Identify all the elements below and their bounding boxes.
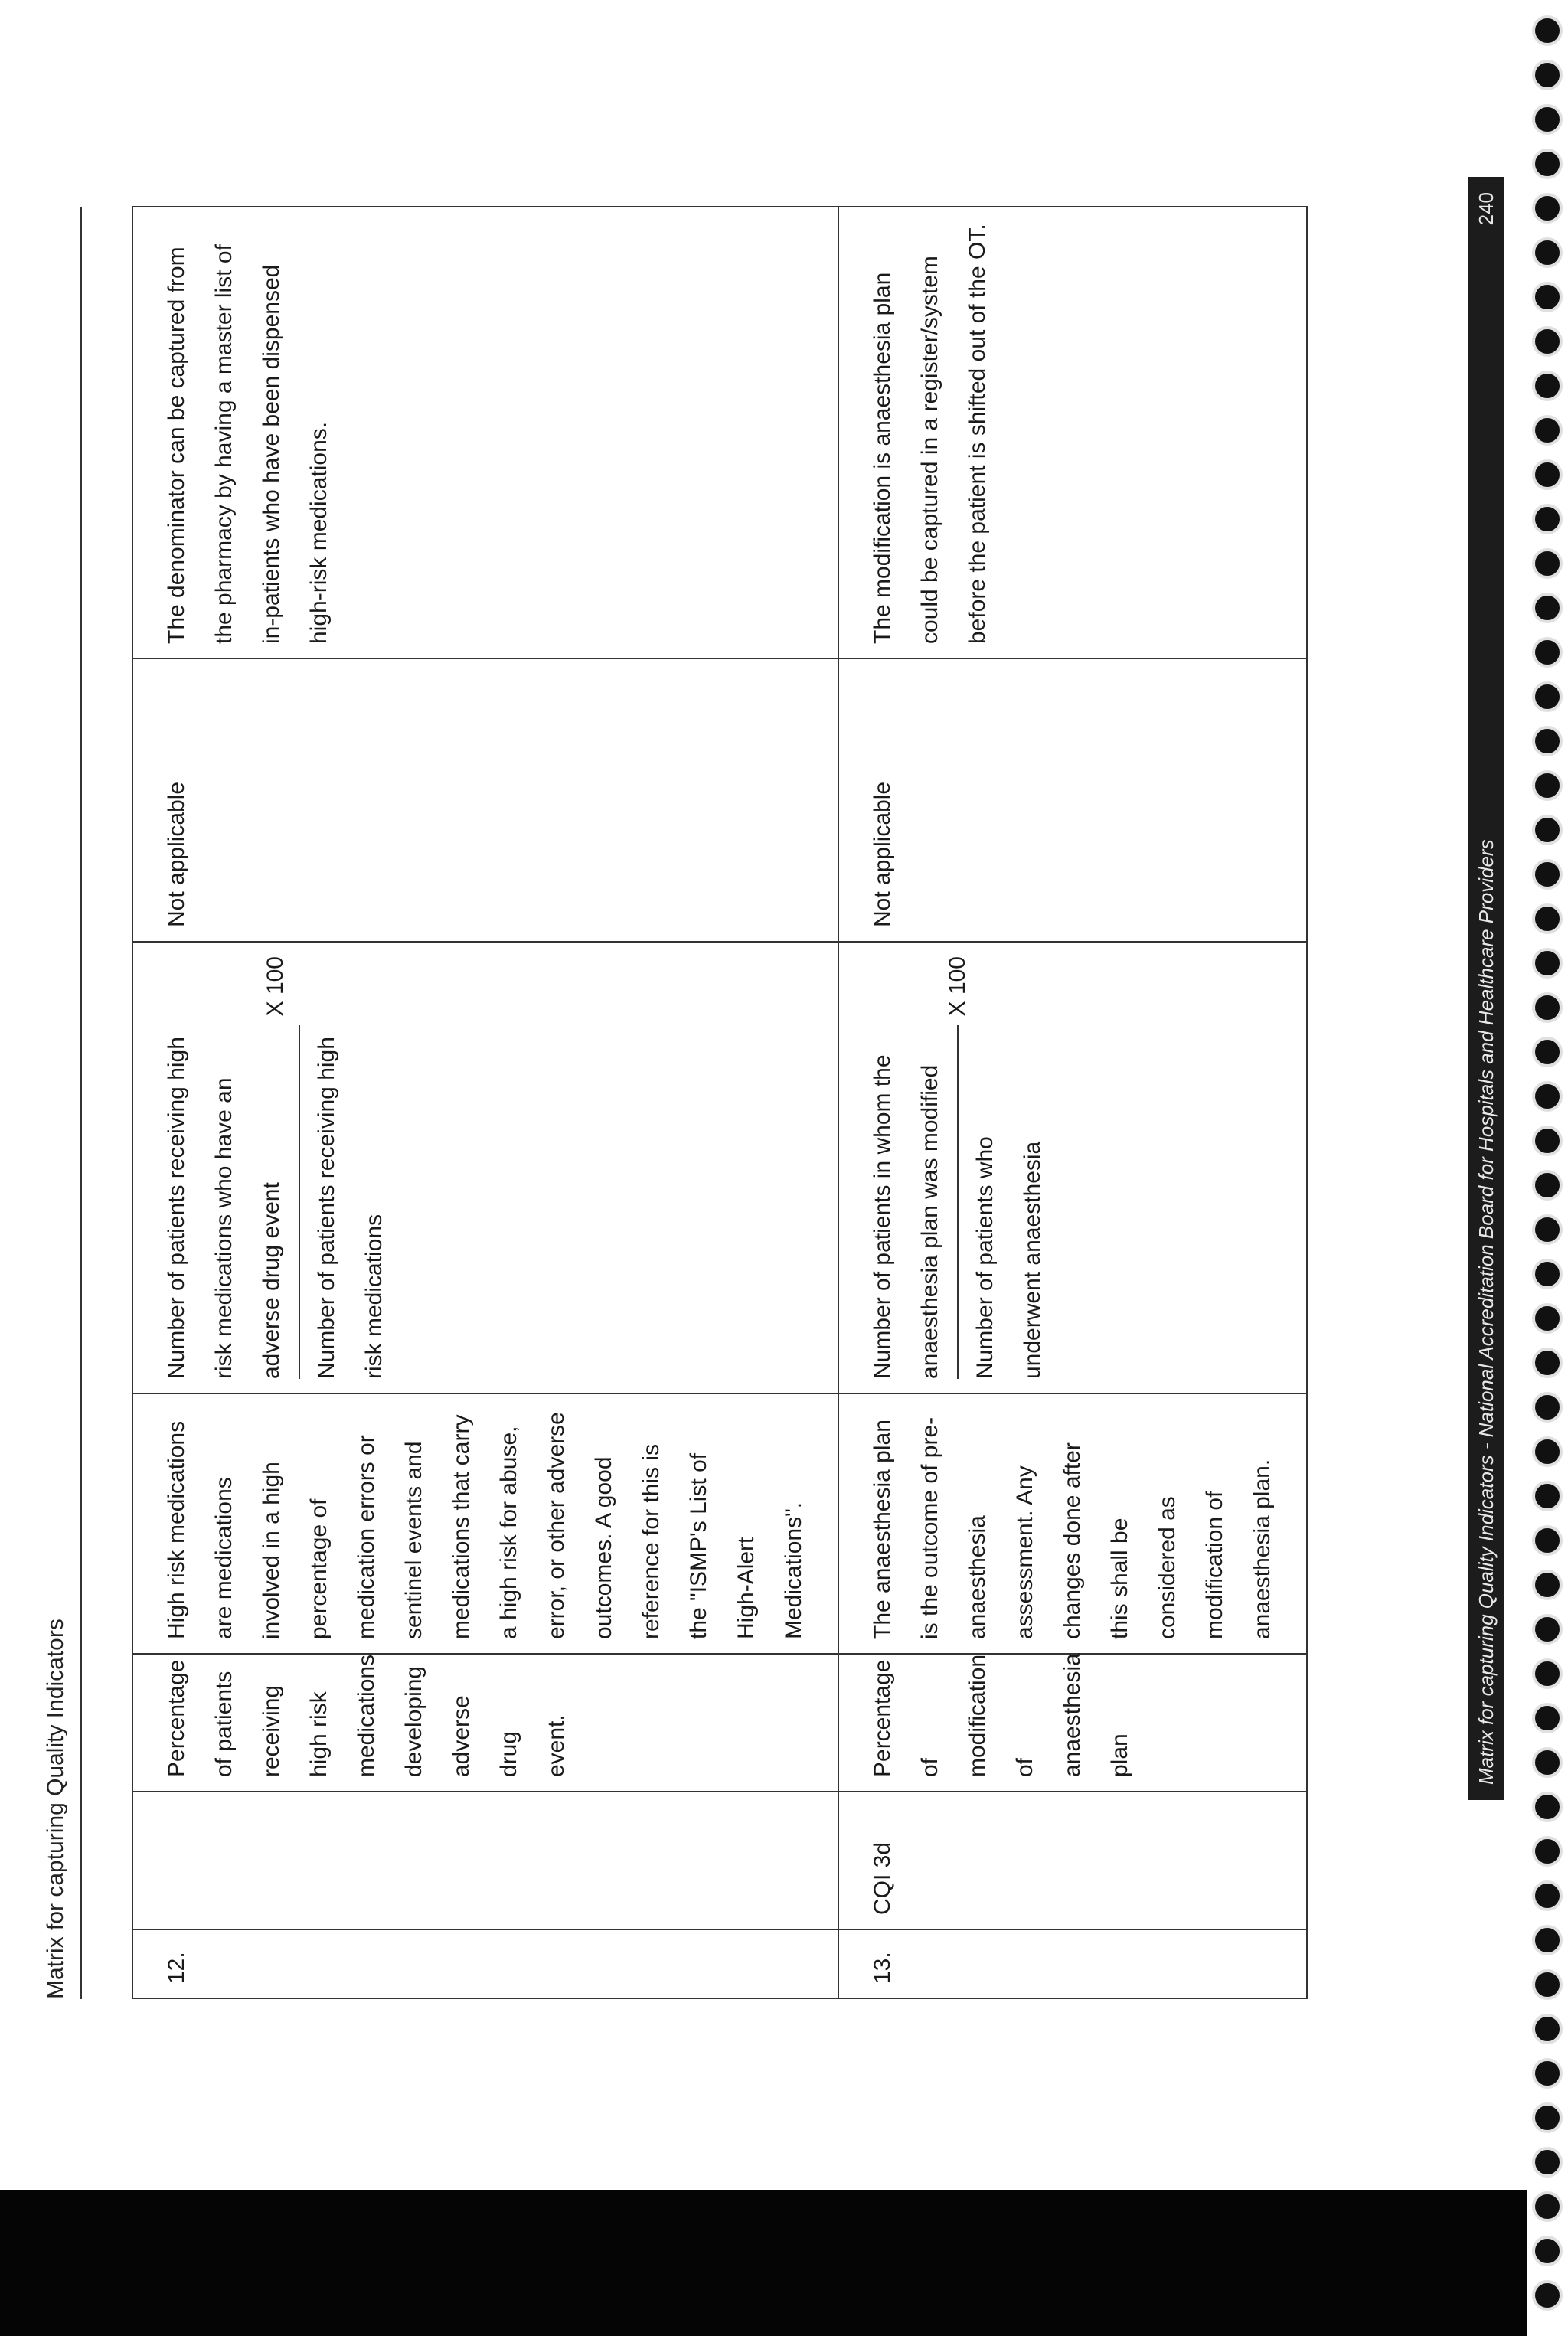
indicator-code [132, 1792, 838, 1929]
binding-hole [1532, 371, 1563, 401]
binding-hole [1532, 681, 1563, 712]
binding-hole [1532, 60, 1563, 90]
binding-hole [1532, 1925, 1563, 1955]
formula-cell [132, 942, 838, 1393]
binding-hole [1532, 2236, 1563, 2266]
binding-hole [1532, 992, 1563, 1023]
binding-hole [1532, 1348, 1563, 1378]
page-number: 240 [1475, 192, 1498, 226]
binding-hole [1532, 593, 1563, 623]
formula-multiplier: X 100 [263, 956, 288, 1017]
scan-dark-band [0, 2190, 1568, 2336]
binding-hole [1532, 1747, 1563, 1778]
binding-hole [1532, 2191, 1563, 2222]
formula-cell [838, 942, 1307, 1393]
binding-hole [1532, 1969, 1563, 2000]
binding-hole [1532, 1481, 1563, 1511]
binding-hole [1532, 1392, 1563, 1423]
formula-multiplier: X 100 [945, 956, 970, 1017]
indicator-definition: The anaesthesia plan is the outcome of pre-anaesthesia assessment. Any changes done after this shall be considered as modification of anaesthesia plan. [838, 1393, 1307, 1654]
serial-number: 12. [132, 1929, 838, 1998]
remarks: The denominator can be captured from the pharmacy by having a master list of in-patients who have been dispensed high-risk medications. [132, 207, 838, 658]
formula-denominator: Number of patients who underwent anaesthesia [972, 1136, 1045, 1379]
binding-hole [1532, 948, 1563, 979]
binding-hole [1532, 459, 1563, 490]
binding-hole [1532, 282, 1563, 312]
binding-hole [1532, 1436, 1563, 1467]
benchmark: Not applicable [838, 658, 1307, 942]
indicator-matrix-table [132, 206, 1308, 1999]
benchmark: Not applicable [132, 658, 838, 942]
footer-text: Matrix for capturing Quality Indicators - National Accreditation Board for Hospitals and Healthcare Providers [1475, 839, 1498, 1785]
binding-hole [1532, 1303, 1563, 1334]
binding-hole [1532, 1037, 1563, 1067]
binding-hole [1532, 237, 1563, 268]
binding-hole [1532, 903, 1563, 934]
binding-hole [1532, 1126, 1563, 1156]
binding-hole [1532, 1792, 1563, 1822]
binding-hole [1532, 1614, 1563, 1645]
binding-hole [1532, 1525, 1563, 1556]
binding-hole [1532, 770, 1563, 801]
binding-hole [1532, 15, 1563, 46]
formula-numerator: Number of patients receiving high risk medications who have an adverse drug event [153, 1025, 300, 1379]
serial-number: 13. [838, 1929, 1307, 1998]
indicator-name: Percentage of patients receiving high risk medications developing adverse drug event. [132, 1654, 838, 1792]
binding-hole [1532, 859, 1563, 890]
binding-hole [1532, 1836, 1563, 1867]
binding-hole [1532, 1658, 1563, 1689]
page-header: Matrix for capturing Quality Indicators [43, 207, 82, 1999]
binding-hole [1532, 1259, 1563, 1289]
binding-hole [1532, 2280, 1563, 2311]
indicator-code: CQI 3d [838, 1792, 1307, 1929]
binding-hole [1532, 326, 1563, 357]
binding-hole [1532, 1081, 1563, 1112]
binding-hole [1532, 1570, 1563, 1600]
binding-hole [1532, 1170, 1563, 1201]
binding-hole [1532, 548, 1563, 579]
indicator-definition: High risk medications are medications involved in a high percentage of medication errors or sentinel events and medications that carry a high risk for abuse, error, or other adverse outcomes. A good reference for this is the "ISMP's List of High-Alert Medications". [132, 1393, 838, 1654]
binding-hole [1532, 637, 1563, 668]
binding-hole [1532, 193, 1563, 224]
table-row [132, 207, 838, 1998]
remarks: The modification is anaesthesia plan could be captured in a register/system before the patient is shifted out of the OT. [838, 207, 1307, 658]
table-row [838, 207, 1307, 1998]
binding-hole [1532, 1880, 1563, 1911]
binding-hole [1532, 726, 1563, 756]
formula-fraction [153, 956, 398, 1379]
binding-hole [1532, 1214, 1563, 1245]
indicator-name: Percentage of modification of anaesthesia plan [838, 1654, 1307, 1792]
binding-hole [1532, 2014, 1563, 2044]
formula-denominator: Number of patients receiving high risk medications [314, 1037, 387, 1379]
binding-hole [1532, 2147, 1563, 2178]
binding-rings [1527, 0, 1568, 2336]
formula-fraction [859, 956, 1057, 1379]
binding-hole [1532, 504, 1563, 534]
binding-hole [1532, 415, 1563, 446]
binding-hole [1532, 1703, 1563, 1733]
binding-hole [1532, 2102, 1563, 2133]
page-footer [1468, 177, 1504, 1800]
binding-hole [1532, 149, 1563, 179]
formula-numerator: Number of patients in whom the anaesthesia plan was modified [859, 1025, 959, 1379]
binding-hole [1532, 2058, 1563, 2089]
binding-hole [1532, 104, 1563, 135]
binding-hole [1532, 815, 1563, 845]
